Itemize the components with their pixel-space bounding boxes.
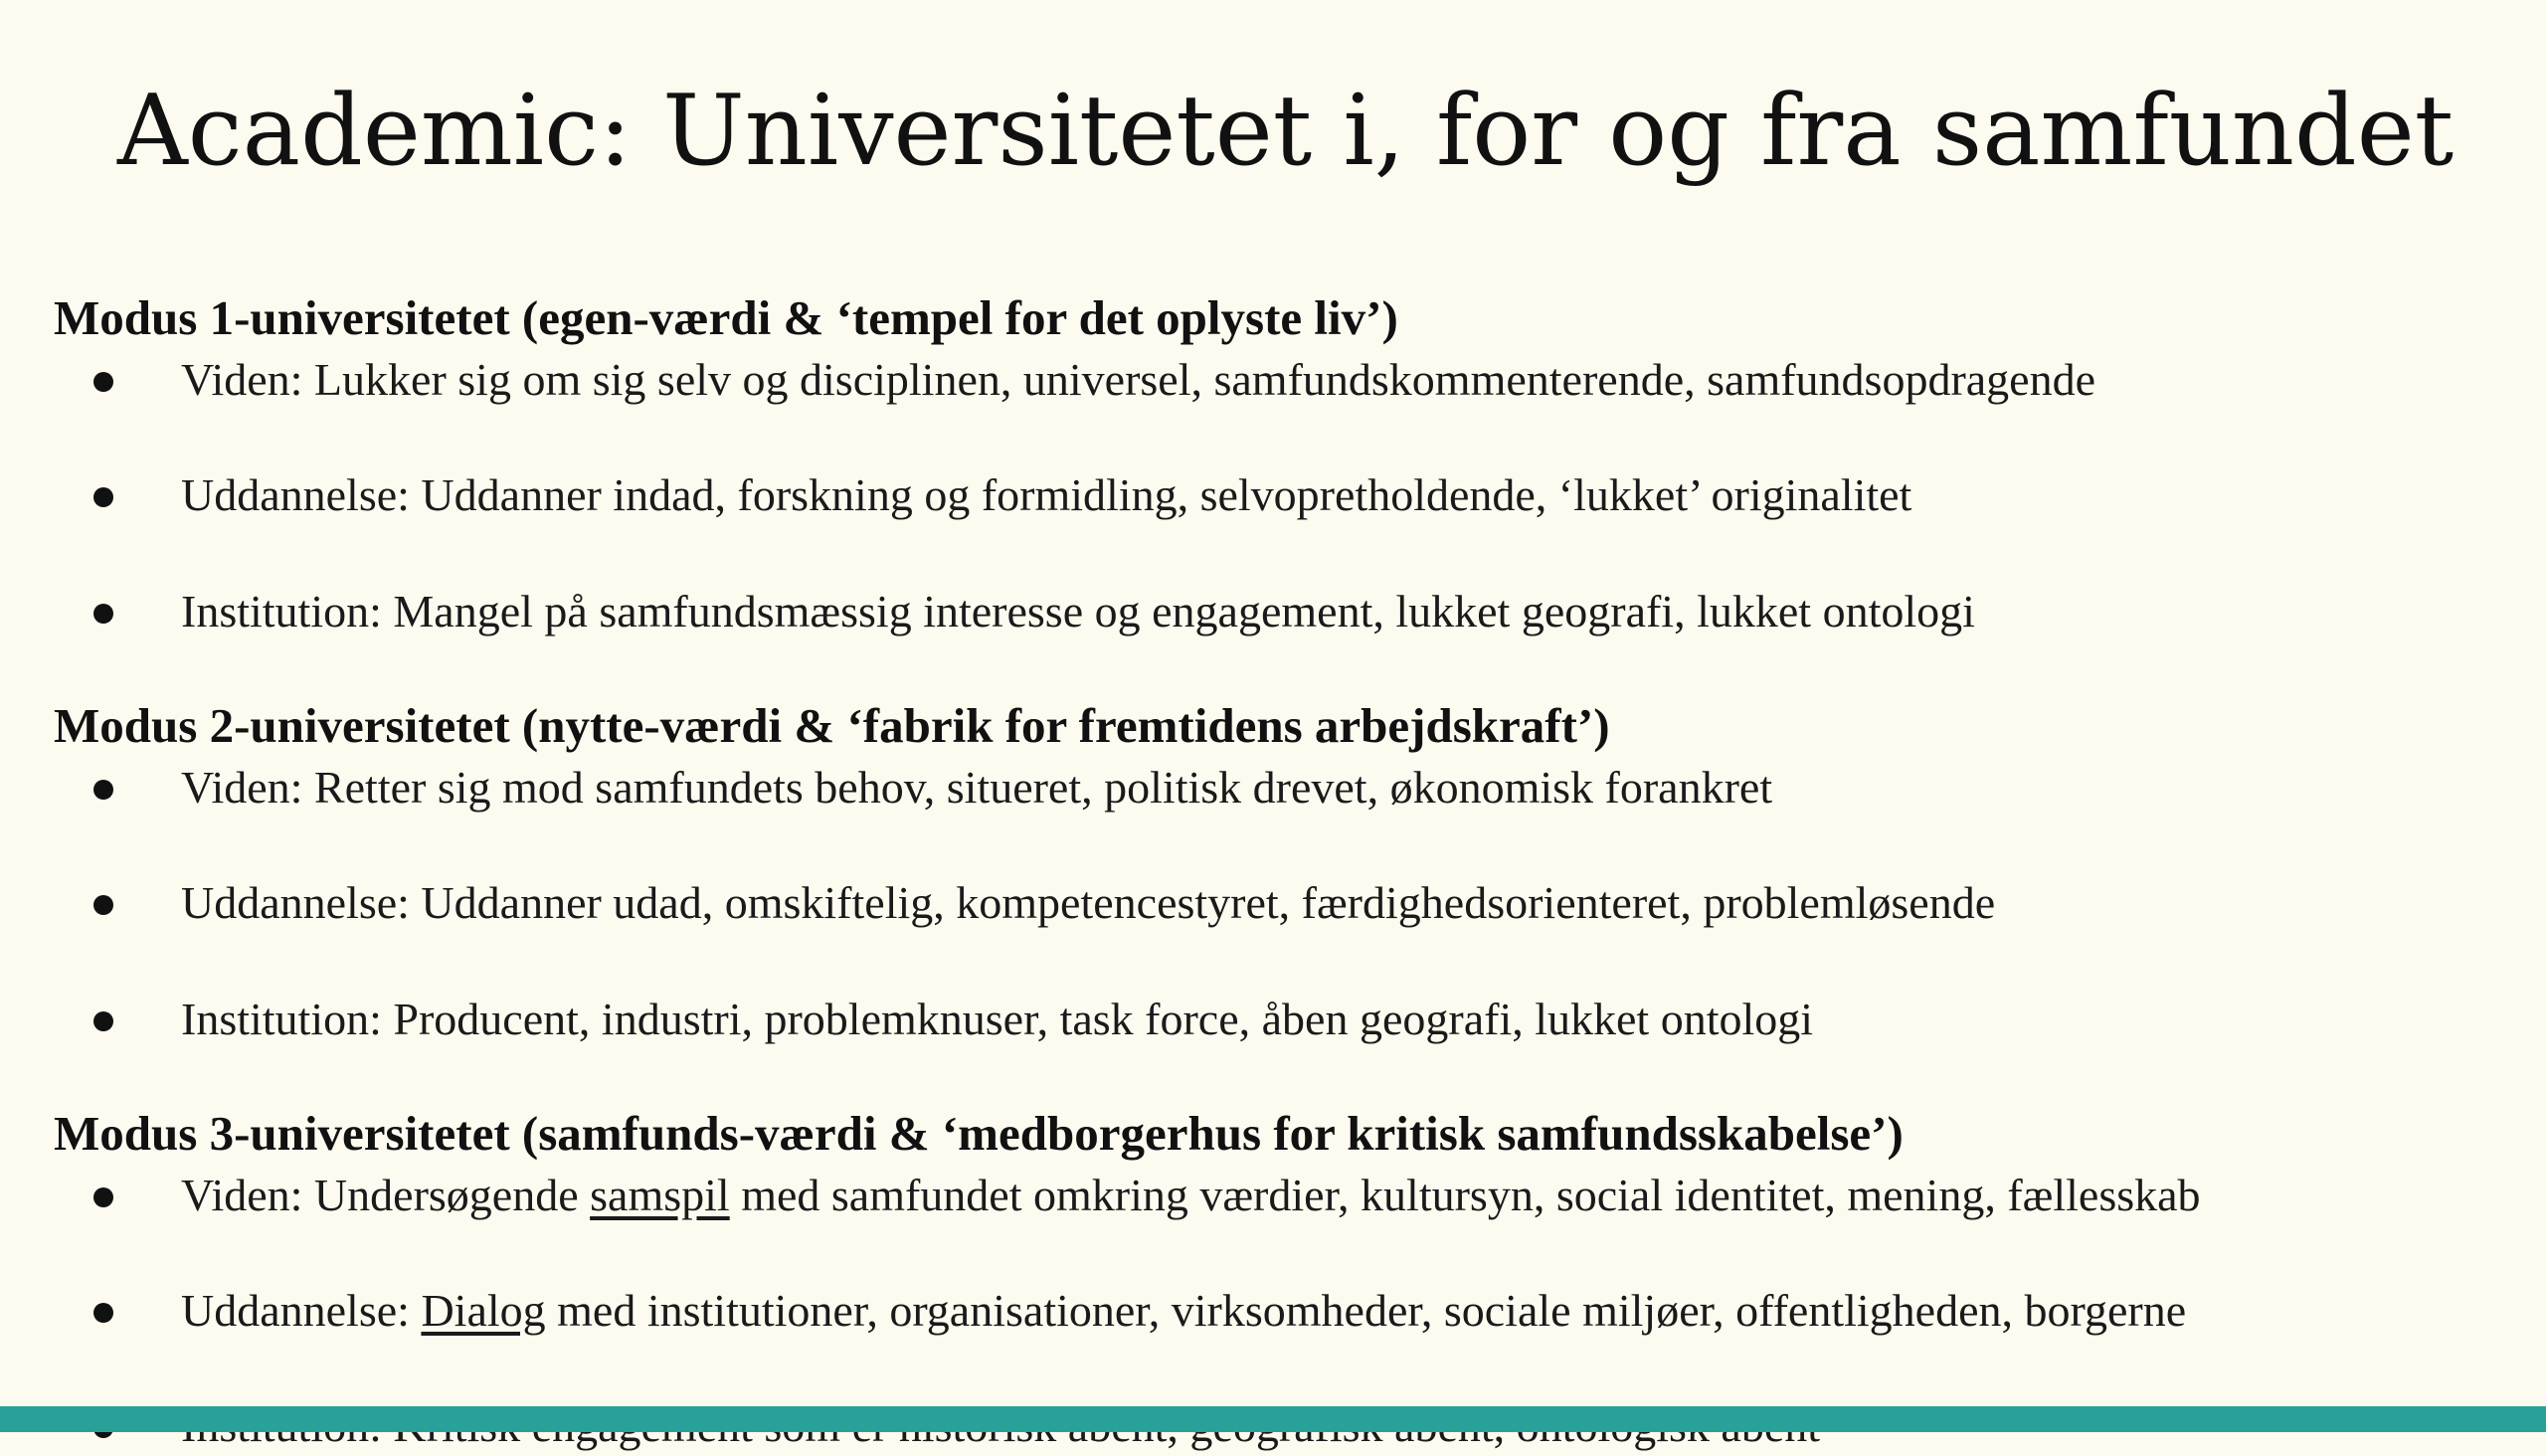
section-heading-modus-2: Modus 2-universitetet (nytte-værdi & ‘fabrik for fremtidens arbejdskraft’) [54, 698, 1610, 753]
bullet-item [0, 465, 2546, 525]
bullet-item [0, 350, 2546, 410]
bullet-text [181, 1166, 2201, 1225]
bullet-text: Uddannelse: Uddanner udad, omskiftelig, kompetencestyret, færdighedsorienteret, problemløsende [181, 877, 1996, 928]
bullet-text: Institution: Mangel på samfundsmæssig interesse og engagement, lukket geografi, lukket ontologi [181, 586, 1975, 637]
slide-title: Academic: Universitetet i, for og fra samfundet [117, 75, 2455, 188]
bottom-accent-bar [0, 1406, 2546, 1432]
section-heading-modus-1: Modus 1-universitetet (egen-værdi & ‘tempel for det oplyste liv’) [54, 290, 1398, 345]
bullet-text-suffix: med samfundet omkring værdier, kultursyn, social identitet, mening, fællesskab [729, 1170, 2201, 1220]
bullet-text: Viden: Lukker sig om sig selv og disciplinen, universel, samfundskommenterende, samfundsopdragende [181, 354, 2096, 405]
bullet-text-prefix: Uddannelse: [181, 1285, 422, 1336]
bullet-dot-icon [93, 895, 113, 915]
bullet-text: Institution: Producent, industri, problemknuser, task force, åben geografi, lukket ontologi [181, 994, 1814, 1044]
bullet-item [0, 1281, 2546, 1341]
section-heading-modus-3: Modus 3-universitetet (samfunds-værdi & ‘medborgerhus for kritisk samfundsskabelse’) [54, 1106, 1904, 1161]
bullet-text [181, 1281, 2186, 1341]
bullet-item [0, 758, 2546, 818]
bullet-dot-icon [93, 487, 113, 507]
bullet-item [0, 582, 2546, 641]
bullet-item [0, 990, 2546, 1049]
bullet-text-suffix: med institutioner, organisationer, virksomheder, sociale miljøer, offentligheden, borgerne [545, 1285, 2187, 1336]
bullet-dot-icon [93, 1187, 113, 1207]
bullet-dot-icon [93, 1011, 113, 1031]
bullet-item [0, 873, 2546, 933]
underlined-term: samspil [590, 1170, 730, 1220]
bullet-dot-icon [93, 372, 113, 392]
bullet-text: Viden: Retter sig mod samfundets behov, situeret, politisk drevet, økonomisk forankret [181, 762, 1773, 813]
bullet-text-prefix: Viden: Undersøgende [181, 1170, 591, 1220]
underlined-term: Dialog [421, 1285, 546, 1336]
bullet-item [0, 1166, 2546, 1225]
bullet-text: Uddannelse: Uddanner indad, forskning og formidling, selvopretholdende, ‘lukket’ originalitet [181, 469, 1912, 520]
bullet-dot-icon [93, 1303, 113, 1323]
bullet-dot-icon [93, 780, 113, 800]
bullet-dot-icon [93, 604, 113, 624]
